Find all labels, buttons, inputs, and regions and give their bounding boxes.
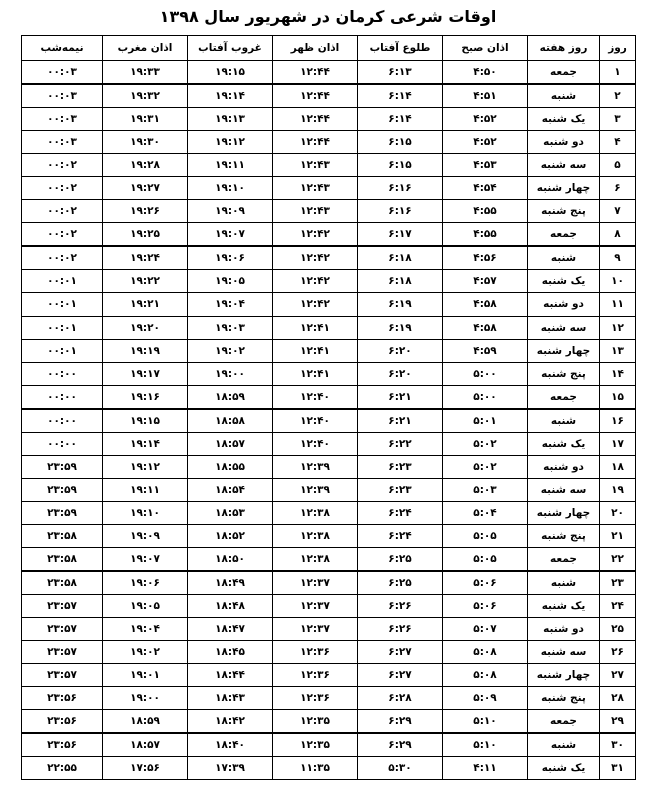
midnight-time: ۰۰:۰۰ bbox=[22, 362, 103, 385]
fajr-time: ۵:۰۵ bbox=[443, 547, 528, 571]
table-row bbox=[22, 246, 636, 270]
weekday: یک شنبه bbox=[528, 757, 600, 780]
maghrib-time: ۱۸:۵۹ bbox=[103, 710, 188, 734]
weekday: جمعه bbox=[528, 547, 600, 571]
dhuhr-time: ۱۲:۴۱ bbox=[273, 316, 358, 339]
midnight-time: ۰۰:۰۱ bbox=[22, 339, 103, 362]
day-number: ۲۷ bbox=[600, 664, 636, 687]
maghrib-time: ۱۹:۰۹ bbox=[103, 524, 188, 547]
sunrise-time: ۶:۱۵ bbox=[358, 131, 443, 154]
sunrise-time: ۶:۲۱ bbox=[358, 385, 443, 409]
maghrib-time: ۱۹:۰۵ bbox=[103, 595, 188, 618]
dhuhr-time: ۱۲:۳۹ bbox=[273, 455, 358, 478]
weekday: شنبه bbox=[528, 409, 600, 433]
maghrib-time: ۱۹:۰۴ bbox=[103, 618, 188, 641]
midnight-time: ۲۳:۵۶ bbox=[22, 687, 103, 710]
weekday: جمعه bbox=[528, 385, 600, 409]
midnight-time: ۰۰:۰۱ bbox=[22, 293, 103, 316]
sunrise-time: ۶:۱۶ bbox=[358, 177, 443, 200]
sunset-time: ۱۹:۱۳ bbox=[188, 108, 273, 131]
fajr-time: ۵:۰۰ bbox=[443, 362, 528, 385]
dhuhr-time: ۱۲:۴۰ bbox=[273, 385, 358, 409]
table-row bbox=[22, 547, 636, 571]
day-number: ۲۰ bbox=[600, 501, 636, 524]
table-row bbox=[22, 131, 636, 154]
fajr-time: ۵:۰۸ bbox=[443, 641, 528, 664]
sunset-time: ۱۸:۵۷ bbox=[188, 432, 273, 455]
sunrise-time: ۶:۲۶ bbox=[358, 618, 443, 641]
midnight-time: ۲۳:۵۹ bbox=[22, 455, 103, 478]
day-number: ۲۱ bbox=[600, 524, 636, 547]
dhuhr-time: ۱۲:۳۵ bbox=[273, 733, 358, 757]
weekday: پنج شنبه bbox=[528, 687, 600, 710]
midnight-time: ۲۳:۵۷ bbox=[22, 595, 103, 618]
table-row bbox=[22, 154, 636, 177]
sunrise-time: ۶:۱۳ bbox=[358, 61, 443, 85]
maghrib-time: ۱۹:۳۳ bbox=[103, 61, 188, 85]
fajr-time: ۵:۱۰ bbox=[443, 710, 528, 734]
day-number: ۱۴ bbox=[600, 362, 636, 385]
maghrib-time: ۱۹:۱۷ bbox=[103, 362, 188, 385]
maghrib-time: ۱۹:۲۶ bbox=[103, 200, 188, 223]
maghrib-time: ۱۹:۰۲ bbox=[103, 641, 188, 664]
day-number: ۱۷ bbox=[600, 432, 636, 455]
sunrise-time: ۶:۱۸ bbox=[358, 246, 443, 270]
sunrise-time: ۶:۱۴ bbox=[358, 108, 443, 131]
sunset-time: ۱۸:۵۵ bbox=[188, 455, 273, 478]
header-sunrise: طلوع آفتاب bbox=[358, 36, 443, 61]
weekday: شنبه bbox=[528, 733, 600, 757]
table-row bbox=[22, 710, 636, 734]
dhuhr-time: ۱۲:۳۵ bbox=[273, 710, 358, 734]
fajr-time: ۵:۰۲ bbox=[443, 432, 528, 455]
midnight-time: ۲۳:۵۶ bbox=[22, 710, 103, 734]
header-midnight: نیمه‌شب bbox=[22, 36, 103, 61]
header-day: روز bbox=[600, 36, 636, 61]
maghrib-time: ۱۹:۲۰ bbox=[103, 316, 188, 339]
sunset-time: ۱۹:۰۹ bbox=[188, 200, 273, 223]
fajr-time: ۴:۵۳ bbox=[443, 154, 528, 177]
midnight-time: ۰۰:۰۲ bbox=[22, 246, 103, 270]
table-row bbox=[22, 757, 636, 780]
maghrib-time: ۱۹:۳۱ bbox=[103, 108, 188, 131]
fajr-time: ۴:۵۵ bbox=[443, 200, 528, 223]
fajr-time: ۵:۰۷ bbox=[443, 618, 528, 641]
sunrise-time: ۶:۲۶ bbox=[358, 595, 443, 618]
day-number: ۱۵ bbox=[600, 385, 636, 409]
sunrise-time: ۶:۲۱ bbox=[358, 409, 443, 433]
midnight-time: ۰۰:۰۰ bbox=[22, 432, 103, 455]
fajr-time: ۵:۰۹ bbox=[443, 687, 528, 710]
header-fajr: اذان صبح bbox=[443, 36, 528, 61]
midnight-time: ۰۰:۰۱ bbox=[22, 316, 103, 339]
sunset-time: ۱۸:۴۰ bbox=[188, 733, 273, 757]
sunset-time: ۱۸:۴۷ bbox=[188, 618, 273, 641]
midnight-time: ۲۳:۵۷ bbox=[22, 618, 103, 641]
sunset-time: ۱۹:۱۰ bbox=[188, 177, 273, 200]
weekday: چهار شنبه bbox=[528, 664, 600, 687]
weekday: سه شنبه bbox=[528, 154, 600, 177]
sunset-time: ۱۸:۴۴ bbox=[188, 664, 273, 687]
page-title: اوقات شرعی کرمان در شهریور سال ۱۳۹۸ bbox=[159, 7, 497, 26]
sunrise-time: ۶:۲۰ bbox=[358, 362, 443, 385]
sunset-time: ۱۸:۵۰ bbox=[188, 547, 273, 571]
day-number: ۱۰ bbox=[600, 270, 636, 293]
dhuhr-time: ۱۲:۳۸ bbox=[273, 524, 358, 547]
sunset-time: ۱۹:۰۷ bbox=[188, 223, 273, 247]
sunrise-time: ۶:۲۴ bbox=[358, 524, 443, 547]
midnight-time: ۰۰:۰۱ bbox=[22, 270, 103, 293]
midnight-time: ۲۳:۵۹ bbox=[22, 501, 103, 524]
sunset-time: ۱۸:۴۸ bbox=[188, 595, 273, 618]
sunset-time: ۱۹:۰۳ bbox=[188, 316, 273, 339]
weekday: یک شنبه bbox=[528, 432, 600, 455]
day-number: ۵ bbox=[600, 154, 636, 177]
midnight-time: ۰۰:۰۲ bbox=[22, 177, 103, 200]
header-maghrib: اذان مغرب bbox=[103, 36, 188, 61]
weekday: شنبه bbox=[528, 246, 600, 270]
weekday: شنبه bbox=[528, 571, 600, 595]
fajr-time: ۴:۵۱ bbox=[443, 84, 528, 108]
sunrise-time: ۶:۲۹ bbox=[358, 710, 443, 734]
sunrise-time: ۶:۲۸ bbox=[358, 687, 443, 710]
maghrib-time: ۱۷:۵۶ bbox=[103, 757, 188, 780]
maghrib-time: ۱۹:۱۰ bbox=[103, 501, 188, 524]
table-row bbox=[22, 316, 636, 339]
prayer-times-table bbox=[21, 35, 636, 780]
dhuhr-time: ۱۲:۴۴ bbox=[273, 131, 358, 154]
fajr-time: ۵:۰۵ bbox=[443, 524, 528, 547]
fajr-time: ۵:۰۰ bbox=[443, 385, 528, 409]
dhuhr-time: ۱۱:۳۵ bbox=[273, 757, 358, 780]
dhuhr-time: ۱۲:۳۷ bbox=[273, 595, 358, 618]
dhuhr-time: ۱۲:۴۳ bbox=[273, 177, 358, 200]
dhuhr-time: ۱۲:۴۳ bbox=[273, 154, 358, 177]
maghrib-time: ۱۹:۲۱ bbox=[103, 293, 188, 316]
table-row bbox=[22, 733, 636, 757]
midnight-time: ۰۰:۰۲ bbox=[22, 223, 103, 247]
maghrib-time: ۱۹:۱۹ bbox=[103, 339, 188, 362]
table-row bbox=[22, 595, 636, 618]
dhuhr-time: ۱۲:۴۰ bbox=[273, 409, 358, 433]
maghrib-time: ۱۹:۱۵ bbox=[103, 409, 188, 433]
maghrib-time: ۱۹:۰۷ bbox=[103, 547, 188, 571]
table-row bbox=[22, 339, 636, 362]
midnight-time: ۰۰:۰۳ bbox=[22, 84, 103, 108]
day-number: ۲ bbox=[600, 84, 636, 108]
day-number: ۳۰ bbox=[600, 733, 636, 757]
header-sunset: غروب آفتاب bbox=[188, 36, 273, 61]
sunset-time: ۱۹:۰۲ bbox=[188, 339, 273, 362]
table-row bbox=[22, 409, 636, 433]
weekday: چهار شنبه bbox=[528, 339, 600, 362]
sunset-time: ۱۸:۵۲ bbox=[188, 524, 273, 547]
weekday: سه شنبه bbox=[528, 478, 600, 501]
dhuhr-time: ۱۲:۳۸ bbox=[273, 547, 358, 571]
sunrise-time: ۶:۲۲ bbox=[358, 432, 443, 455]
sunrise-time: ۶:۲۵ bbox=[358, 547, 443, 571]
sunrise-time: ۶:۲۳ bbox=[358, 455, 443, 478]
midnight-time: ۰۰:۰۳ bbox=[22, 108, 103, 131]
dhuhr-time: ۱۲:۴۱ bbox=[273, 362, 358, 385]
weekday: جمعه bbox=[528, 61, 600, 85]
dhuhr-time: ۱۲:۳۷ bbox=[273, 571, 358, 595]
header-dhuhr: اذان ظهر bbox=[273, 36, 358, 61]
maghrib-time: ۱۹:۱۶ bbox=[103, 385, 188, 409]
table-row bbox=[22, 223, 636, 247]
dhuhr-time: ۱۲:۴۰ bbox=[273, 432, 358, 455]
sunrise-time: ۶:۱۸ bbox=[358, 270, 443, 293]
midnight-time: ۲۳:۵۷ bbox=[22, 664, 103, 687]
sunrise-time: ۶:۲۴ bbox=[358, 501, 443, 524]
dhuhr-time: ۱۲:۴۱ bbox=[273, 339, 358, 362]
maghrib-time: ۱۹:۲۷ bbox=[103, 177, 188, 200]
sunset-time: ۱۸:۴۵ bbox=[188, 641, 273, 664]
weekday: پنج شنبه bbox=[528, 200, 600, 223]
sunset-time: ۱۹:۰۵ bbox=[188, 270, 273, 293]
table-row bbox=[22, 293, 636, 316]
table-row bbox=[22, 618, 636, 641]
dhuhr-time: ۱۲:۳۶ bbox=[273, 641, 358, 664]
midnight-time: ۰۰:۰۲ bbox=[22, 154, 103, 177]
table-body bbox=[22, 61, 636, 780]
sunrise-time: ۶:۱۴ bbox=[358, 84, 443, 108]
midnight-time: ۰۰:۰۰ bbox=[22, 385, 103, 409]
dhuhr-time: ۱۲:۳۶ bbox=[273, 687, 358, 710]
fajr-time: ۵:۰۲ bbox=[443, 455, 528, 478]
weekday: دو شنبه bbox=[528, 131, 600, 154]
midnight-time: ۰۰:۰۰ bbox=[22, 409, 103, 433]
sunset-time: ۱۸:۵۸ bbox=[188, 409, 273, 433]
fajr-time: ۵:۰۸ bbox=[443, 664, 528, 687]
sunrise-time: ۶:۱۷ bbox=[358, 223, 443, 247]
day-number: ۲۲ bbox=[600, 547, 636, 571]
dhuhr-time: ۱۲:۴۴ bbox=[273, 61, 358, 85]
dhuhr-time: ۱۲:۳۷ bbox=[273, 618, 358, 641]
maghrib-time: ۱۹:۲۴ bbox=[103, 246, 188, 270]
sunrise-time: ۶:۲۷ bbox=[358, 664, 443, 687]
fajr-time: ۵:۰۴ bbox=[443, 501, 528, 524]
day-number: ۱۸ bbox=[600, 455, 636, 478]
maghrib-time: ۱۹:۱۲ bbox=[103, 455, 188, 478]
maghrib-time: ۱۸:۵۷ bbox=[103, 733, 188, 757]
sunset-time: ۱۸:۴۳ bbox=[188, 687, 273, 710]
fajr-time: ۴:۵۹ bbox=[443, 339, 528, 362]
fajr-time: ۴:۵۲ bbox=[443, 108, 528, 131]
sunset-time: ۱۹:۱۲ bbox=[188, 131, 273, 154]
maghrib-time: ۱۹:۳۲ bbox=[103, 84, 188, 108]
weekday: یک شنبه bbox=[528, 595, 600, 618]
table-row bbox=[22, 108, 636, 131]
maghrib-time: ۱۹:۰۱ bbox=[103, 664, 188, 687]
day-number: ۷ bbox=[600, 200, 636, 223]
fajr-time: ۵:۰۶ bbox=[443, 595, 528, 618]
table-row bbox=[22, 200, 636, 223]
midnight-time: ۰۰:۰۲ bbox=[22, 200, 103, 223]
dhuhr-time: ۱۲:۳۸ bbox=[273, 501, 358, 524]
sunset-time: ۱۸:۴۹ bbox=[188, 571, 273, 595]
sunset-time: ۱۹:۱۵ bbox=[188, 61, 273, 85]
table-row bbox=[22, 455, 636, 478]
midnight-time: ۲۳:۵۹ bbox=[22, 478, 103, 501]
weekday: یک شنبه bbox=[528, 108, 600, 131]
maghrib-time: ۱۹:۲۲ bbox=[103, 270, 188, 293]
table-row bbox=[22, 501, 636, 524]
sunset-time: ۱۹:۰۰ bbox=[188, 362, 273, 385]
sunrise-time: ۶:۱۵ bbox=[358, 154, 443, 177]
table-row bbox=[22, 61, 636, 85]
sunset-time: ۱۹:۱۴ bbox=[188, 84, 273, 108]
table-row bbox=[22, 385, 636, 409]
day-number: ۱۲ bbox=[600, 316, 636, 339]
day-number: ۱۱ bbox=[600, 293, 636, 316]
day-number: ۱۳ bbox=[600, 339, 636, 362]
weekday: دو شنبه bbox=[528, 293, 600, 316]
table-row bbox=[22, 84, 636, 108]
weekday: جمعه bbox=[528, 223, 600, 247]
dhuhr-time: ۱۲:۴۲ bbox=[273, 223, 358, 247]
midnight-time: ۰۰:۰۳ bbox=[22, 61, 103, 85]
maghrib-time: ۱۹:۱۴ bbox=[103, 432, 188, 455]
sunset-time: ۱۸:۵۹ bbox=[188, 385, 273, 409]
table-row bbox=[22, 664, 636, 687]
day-number: ۱ bbox=[600, 61, 636, 85]
maghrib-time: ۱۹:۰۰ bbox=[103, 687, 188, 710]
fajr-time: ۴:۵۴ bbox=[443, 177, 528, 200]
maghrib-time: ۱۹:۱۱ bbox=[103, 478, 188, 501]
day-number: ۱۹ bbox=[600, 478, 636, 501]
sunset-time: ۱۹:۰۶ bbox=[188, 246, 273, 270]
midnight-time: ۲۲:۵۵ bbox=[22, 757, 103, 780]
table-row bbox=[22, 362, 636, 385]
weekday: چهار شنبه bbox=[528, 501, 600, 524]
fajr-time: ۵:۱۰ bbox=[443, 733, 528, 757]
dhuhr-time: ۱۲:۴۲ bbox=[273, 293, 358, 316]
weekday: یک شنبه bbox=[528, 270, 600, 293]
day-number: ۲۶ bbox=[600, 641, 636, 664]
fajr-time: ۴:۵۰ bbox=[443, 61, 528, 85]
sunrise-time: ۶:۲۷ bbox=[358, 641, 443, 664]
dhuhr-time: ۱۲:۳۶ bbox=[273, 664, 358, 687]
sunset-time: ۱۹:۱۱ bbox=[188, 154, 273, 177]
day-number: ۲۹ bbox=[600, 710, 636, 734]
maghrib-time: ۱۹:۰۶ bbox=[103, 571, 188, 595]
fajr-time: ۴:۵۵ bbox=[443, 223, 528, 247]
table-row bbox=[22, 524, 636, 547]
fajr-time: ۴:۵۸ bbox=[443, 316, 528, 339]
sunset-time: ۱۸:۵۳ bbox=[188, 501, 273, 524]
weekday: دو شنبه bbox=[528, 455, 600, 478]
sunrise-time: ۶:۲۵ bbox=[358, 571, 443, 595]
table-row bbox=[22, 687, 636, 710]
midnight-time: ۲۳:۵۷ bbox=[22, 641, 103, 664]
table-row bbox=[22, 270, 636, 293]
sunrise-time: ۶:۱۹ bbox=[358, 316, 443, 339]
midnight-time: ۰۰:۰۳ bbox=[22, 131, 103, 154]
table-header-row bbox=[22, 36, 636, 61]
dhuhr-time: ۱۲:۴۳ bbox=[273, 200, 358, 223]
sunrise-time: ۶:۲۰ bbox=[358, 339, 443, 362]
dhuhr-time: ۱۲:۳۹ bbox=[273, 478, 358, 501]
weekday: چهار شنبه bbox=[528, 177, 600, 200]
fajr-time: ۴:۱۱ bbox=[443, 757, 528, 780]
dhuhr-time: ۱۲:۴۴ bbox=[273, 108, 358, 131]
sunrise-time: ۶:۱۹ bbox=[358, 293, 443, 316]
day-number: ۸ bbox=[600, 223, 636, 247]
fajr-time: ۴:۵۷ bbox=[443, 270, 528, 293]
day-number: ۲۳ bbox=[600, 571, 636, 595]
sunrise-time: ۶:۲۳ bbox=[358, 478, 443, 501]
fajr-time: ۵:۰۳ bbox=[443, 478, 528, 501]
fajr-time: ۵:۰۶ bbox=[443, 571, 528, 595]
day-number: ۹ bbox=[600, 246, 636, 270]
maghrib-time: ۱۹:۳۰ bbox=[103, 131, 188, 154]
table-row bbox=[22, 478, 636, 501]
day-number: ۶ bbox=[600, 177, 636, 200]
table-row bbox=[22, 432, 636, 455]
maghrib-time: ۱۹:۲۵ bbox=[103, 223, 188, 247]
dhuhr-time: ۱۲:۴۲ bbox=[273, 246, 358, 270]
weekday: سه شنبه bbox=[528, 316, 600, 339]
midnight-time: ۲۳:۵۸ bbox=[22, 547, 103, 571]
midnight-time: ۲۳:۵۸ bbox=[22, 524, 103, 547]
sunrise-time: ۵:۳۰ bbox=[358, 757, 443, 780]
table-row bbox=[22, 177, 636, 200]
fajr-time: ۴:۵۲ bbox=[443, 131, 528, 154]
day-number: ۲۴ bbox=[600, 595, 636, 618]
weekday: پنج شنبه bbox=[528, 362, 600, 385]
day-number: ۲۵ bbox=[600, 618, 636, 641]
fajr-time: ۵:۰۱ bbox=[443, 409, 528, 433]
weekday: جمعه bbox=[528, 710, 600, 734]
sunset-time: ۱۸:۵۴ bbox=[188, 478, 273, 501]
sunrise-time: ۶:۱۶ bbox=[358, 200, 443, 223]
table-row bbox=[22, 641, 636, 664]
weekday: شنبه bbox=[528, 84, 600, 108]
sunset-time: ۱۷:۳۹ bbox=[188, 757, 273, 780]
fajr-time: ۴:۵۶ bbox=[443, 246, 528, 270]
dhuhr-time: ۱۲:۴۴ bbox=[273, 84, 358, 108]
sunrise-time: ۶:۲۹ bbox=[358, 733, 443, 757]
sunset-time: ۱۹:۰۴ bbox=[188, 293, 273, 316]
day-number: ۳ bbox=[600, 108, 636, 131]
day-number: ۱۶ bbox=[600, 409, 636, 433]
weekday: دو شنبه bbox=[528, 618, 600, 641]
midnight-time: ۲۳:۵۶ bbox=[22, 733, 103, 757]
fajr-time: ۴:۵۸ bbox=[443, 293, 528, 316]
day-number: ۳۱ bbox=[600, 757, 636, 780]
header-weekday: روز هفته bbox=[528, 36, 600, 61]
table-row bbox=[22, 571, 636, 595]
weekday: سه شنبه bbox=[528, 641, 600, 664]
sunset-time: ۱۸:۴۲ bbox=[188, 710, 273, 734]
weekday: پنج شنبه bbox=[528, 524, 600, 547]
day-number: ۴ bbox=[600, 131, 636, 154]
dhuhr-time: ۱۲:۴۲ bbox=[273, 270, 358, 293]
maghrib-time: ۱۹:۲۸ bbox=[103, 154, 188, 177]
midnight-time: ۲۳:۵۸ bbox=[22, 571, 103, 595]
day-number: ۲۸ bbox=[600, 687, 636, 710]
